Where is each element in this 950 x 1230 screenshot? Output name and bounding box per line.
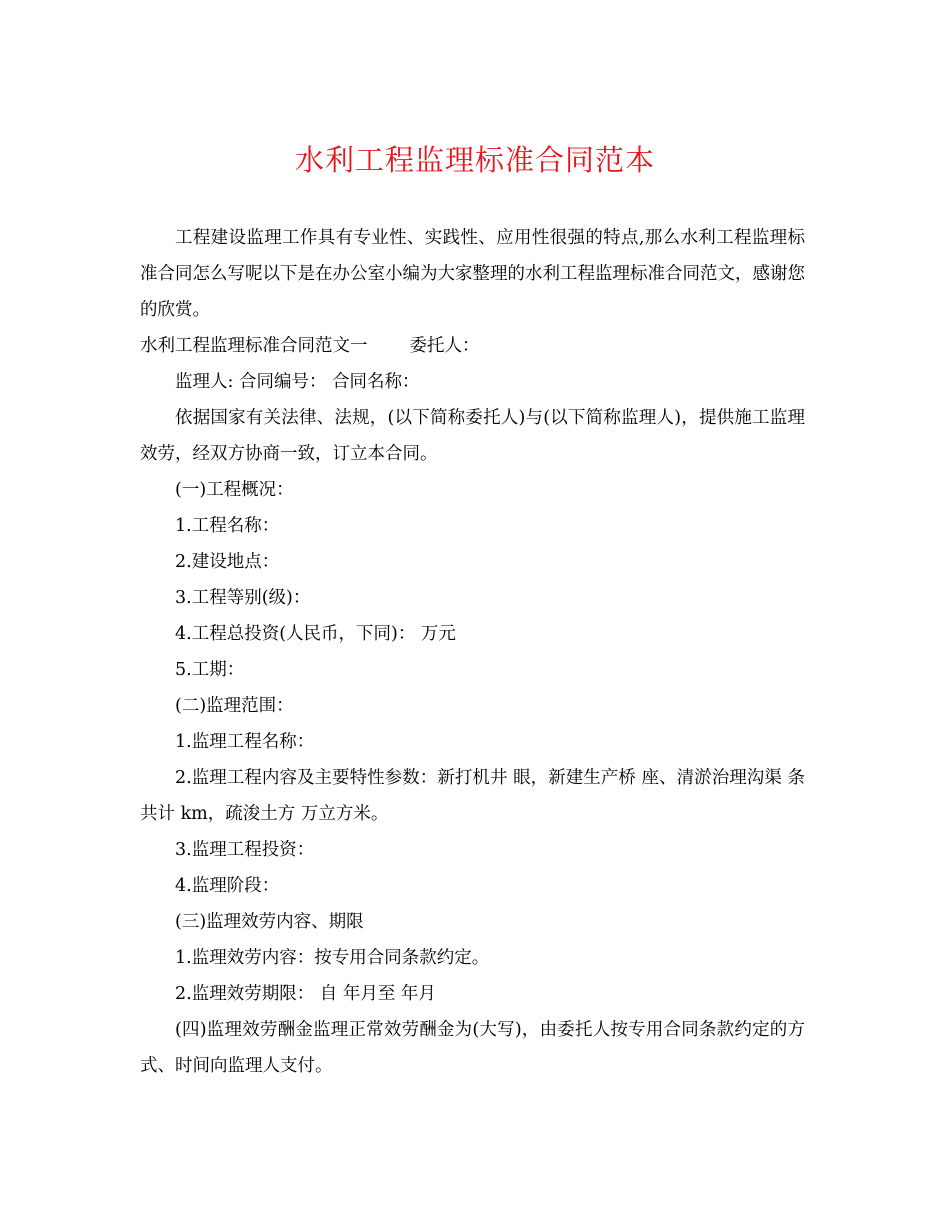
part1-item: 2.建设地点： (175, 552, 280, 572)
part1-item: 5.工期： (175, 660, 245, 680)
part2-heading: (二)监理范围： (175, 696, 294, 716)
section-heading: 水利工程监理标准合同范文一 (140, 336, 368, 356)
part3-item: 2.监理效劳期限： 自 年月至 年月 (175, 984, 436, 1004)
client-label: 委托人： (409, 336, 480, 356)
part1-item: 1.工程名称： (175, 516, 280, 536)
part3-item: 1.监理效劳内容：按专用合同条款约定。 (175, 948, 490, 968)
part4-paragraph: (四)监理效劳酬金监理正常效劳酬金为(大写)，由委托人按专用合同条款约定的方式、时间向监理人支付。 (140, 1020, 805, 1076)
part2-item: 3.监理工程投资： (175, 840, 315, 860)
basis-paragraph: 依据国家有关法律、法规，(以下简称委托人)与(以下简称监理人)，提供施工监理效劳，经双方协商一致，订立本合同。 (140, 408, 805, 464)
part1-heading: (一)工程概况： (175, 480, 294, 500)
part2-item: 4.监理阶段： (175, 876, 280, 896)
part1-item: 4.工程总投资(人民币，下同)： 万元 (175, 624, 456, 644)
document-body (140, 220, 805, 1084)
part3-heading: (三)监理效劳内容、期限 (175, 912, 364, 932)
part2-item: 2.监理工程内容及主要特性参数：新打机井 眼，新建生产桥 座、清淤治理沟渠 条共计 km，疏浚土方 万立方米。 (140, 768, 805, 824)
parties-line: 监理人: 合同编号： 合同名称： (175, 372, 420, 392)
part2-item: 1.监理工程名称： (175, 732, 315, 752)
intro-paragraph: 工程建设监理工作具有专业性、实践性、应用性很强的特点,那么水利工程监理标准合同怎么写呢以下是在办公室小编为大家整理的水利工程监理标准合同范文，感谢您的欣赏。 (140, 228, 805, 320)
part1-item: 3.工程等别(级)： (175, 588, 311, 608)
section-heading-line (140, 328, 805, 364)
document-title: 水利工程监理标准合同范本 (294, 143, 655, 177)
